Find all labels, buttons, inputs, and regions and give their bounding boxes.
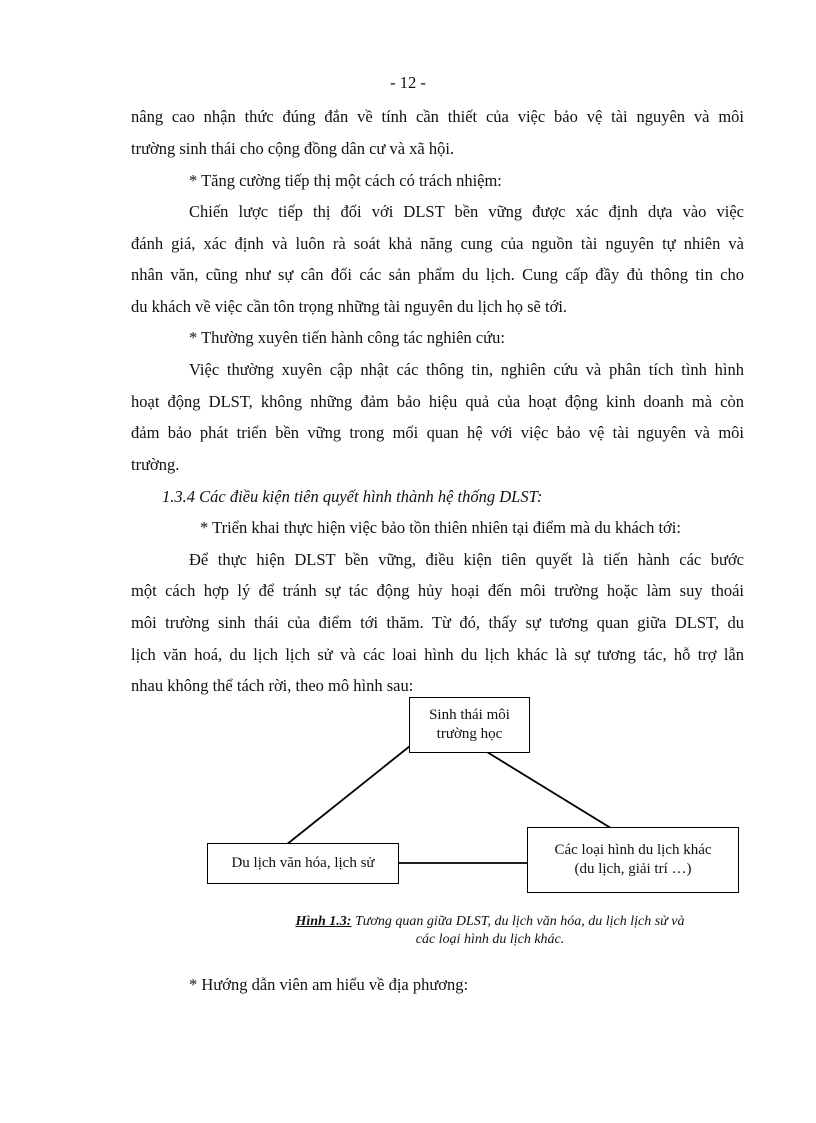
text-line: trường. [131,455,180,474]
caption-text: các loại hình du lịch khác. [415,932,565,947]
bullet-heading: * Hướng dẫn viên am hiểu về địa phương: [189,975,469,994]
text-line: nâng cao nhận thức đúng đắn về tính cần thiết của việc bảo vệ tài nguyên và môi [131,107,744,126]
page-number: - 12 - [390,73,426,92]
text-line: Chiến lược tiếp thị đối với DLST bền vững được xác định dựa vào việc [189,202,744,221]
text-line: Để thực hiện DLST bền vững, điều kiện tiên quyết là tiến hành các bước [189,550,744,569]
text-line: nhau không thể tách rời, theo mô hình sau: [131,676,414,695]
diagram-box-right: Các loại hình du lịch khác (du lịch, giải trí …) [527,827,739,893]
text-line: nhân văn, cũng như sự cân đối các sản phẩm du lịch. Cung cấp đầy đủ thông tin cho [131,265,744,284]
text-line: lịch văn hoá, du lịch lịch sử và các loai hình du lịch khác là sự tương tác, hỗ trợ lẫn [131,645,744,664]
bullet-heading: * Tăng cường tiếp thị một cách có trách nhiệm: [189,171,502,190]
diagram-box-left: Du lịch văn hóa, lịch sử [207,843,399,884]
bullet-heading: * Triển khai thực hiện việc bảo tồn thiên nhiên tại điểm mà du khách tới: [200,518,681,537]
text-line: trường sinh thái cho cộng đồng dân cư và xã hội. [131,139,455,158]
text-line: một cách hợp lý để tránh sự tác động hủy hoại đến môi trường hoặc làm suy thoái [131,581,744,600]
caption-label: Hình 1.3: [295,914,352,929]
text-line: Việc thường xuyên cập nhật các thông tin, nghiên cứu và phân tích tình hình [189,360,744,379]
diagram-box-top: Sinh thái môi trường học [409,697,530,753]
bullet-heading: * Thường xuyên tiến hành công tác nghiên cứu: [189,328,505,347]
text-line: đảm bảo phát triển bền vững trong mối quan hệ với việc bảo vệ tài nguyên và môi [131,423,744,442]
figure-caption [230,913,750,949]
section-heading: 1.3.4 Các điều kiện tiên quyết hình thành hệ thống DLST: [162,487,543,506]
caption-text: Tương quan giữa DLST, du lịch văn hóa, du lịch lịch sử và [351,914,685,929]
text-line: hoạt động DLST, không những đảm bảo hiệu quả của hoạt động kinh doanh mà còn [131,392,744,411]
connector-top-right [487,752,614,830]
connector-top-left [286,746,410,845]
text-line: môi trường sinh thái của điểm tới thăm. Từ đó, thấy sự tương quan giữa DLST, du [131,613,744,632]
text-line: đánh giá, xác định và luôn rà soát khả năng cung của nguồn tài nguyên tự nhiên và [131,234,744,253]
text-line: du khách về việc cần tôn trọng những tài nguyên du lịch họ sẽ tới. [131,297,568,316]
